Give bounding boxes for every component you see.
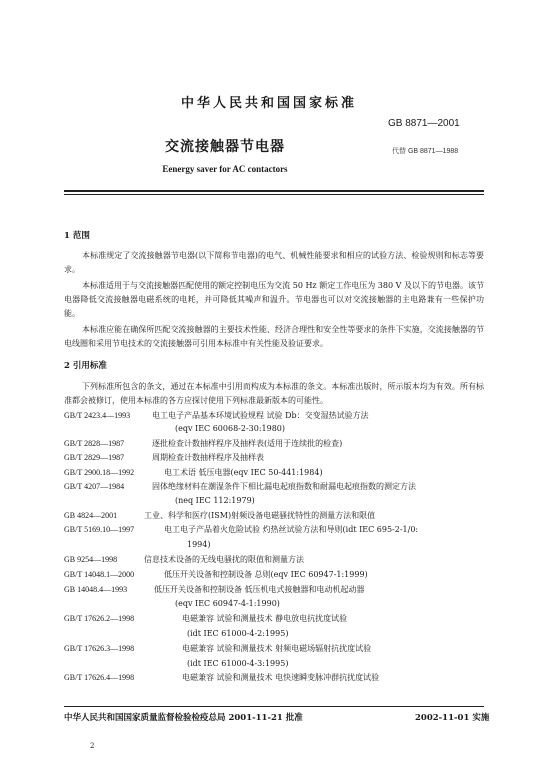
reference-entry (64, 568, 368, 582)
reference-title: 低压开关设备和控制设备 低压机电式接触器和电动机起动器 (154, 585, 365, 594)
reference-entry (64, 642, 371, 656)
reference-code: GB/T 17626.2—1998 (64, 614, 135, 623)
reference-code: GB 9254—1998 (64, 555, 118, 564)
reference-title: 低压开关设备和控制设备 总则(eqv IEC 60947-1:1999) (164, 570, 368, 579)
reference-entry (64, 480, 416, 494)
reference-title: 电工电子产品着火危险试验 灼热丝试验方法和导则(idt IEC 695-2-1/0: (164, 525, 419, 534)
reference-title: 周期检查计数抽样程序及抽样表 (152, 453, 264, 462)
reference-entry (64, 523, 418, 537)
scope-paragraph-3: 本标准应能在确保所匹配交流接触器的主要技术性能、经济合理性和安全性等要求的条件下实施，交流接触器的节电线圈和采用节电技术的交流接触器可引用本标准中有关性能及验证要求。 (64, 325, 484, 348)
reference-code: GB/T 4207—1984 (64, 482, 125, 491)
scope-paragraph-2: 本标准适用于与交流接触器匹配使用的额定控制电压为交流 50 Hz 额定工作电压为 380 V 及以下的节电器。该节电器降低交流接触器电磁系统的电耗，并可降低其噪声和温升。节电器也可以对交流接触器的主电路兼有一些保护功能。 (64, 281, 484, 318)
reference-continuation: (idt IEC 61000-4-3:1995) (187, 659, 289, 668)
reference-continuation: (idt IEC 61000-4-2:1995) (187, 629, 289, 638)
reference-continuation: (neq IEC 112:1979) (175, 496, 255, 505)
reference-title: 电工术语 低压电器(eqv IEC 50-441:1984) (164, 468, 323, 477)
reference-continuation: 1994) (187, 540, 211, 549)
reference-title: 电磁兼容 试验和测量技术 电快速瞬变脉冲群抗扰度试验 (182, 673, 380, 682)
reference-entry (64, 451, 264, 465)
reference-title: 电磁兼容 试验和测量技术 射频电磁场辐射抗扰度试验 (182, 644, 372, 653)
reference-title: 逐批检查计数抽样程序及抽样表(适用于连续批的检查) (152, 439, 343, 448)
reference-entry (64, 553, 304, 567)
reference-code: GB/T 5169.10—1997 (64, 525, 135, 534)
header-rule-thick (64, 190, 484, 192)
approval-line: 中华人民共和国国家质量监督检验检疫总局 2001-11-21 批准 (64, 713, 303, 723)
reference-code: GB/T 2900.18—1992 (64, 468, 135, 477)
implementation-date: 2002-11-01 实施 (415, 713, 490, 723)
reference-code: GB 14048.4—1993 (64, 585, 128, 594)
scope-paragraph-1: 本标准规定了交流接触器节电器(以下简称节电器)的电气、机械性能要求和相应的试验方法、检验规则和标志等要求。 (64, 251, 484, 274)
reference-code: GB/T 14048.1—2000 (64, 570, 135, 579)
reference-code: GB/T 2423.4—1993 (64, 411, 131, 420)
reference-entry (64, 466, 323, 480)
reference-entry (64, 583, 365, 597)
reference-continuation: (eqv IEC 60947-4-1:1990) (175, 599, 280, 608)
reference-title: 电工电子产品基本环境试验规程 试验 Db：交变湿热试验方法 (152, 411, 369, 420)
reference-entry (64, 509, 375, 523)
references-intro: 下列标准所包含的条文，通过在本标准中引用而构成为本标准的条文。本标准出版时，所示版本均为有效。所有标准都会被修订，使用本标准的各方应探讨使用下列标准最新版本的可能性。 (64, 382, 484, 405)
section-heading-references: 2 引用标准 (64, 361, 107, 371)
section-heading-scope: 1 范围 (64, 231, 90, 241)
replaces-note: 代替 GB 8871—1988 (392, 148, 459, 155)
reference-code: GB/T 2828—1987 (64, 439, 125, 448)
reference-title: 电磁兼容 试验和测量技术 静电放电抗扰度试验 (182, 614, 348, 623)
reference-entry (64, 409, 369, 423)
reference-continuation: (eqv IEC 60068-2-30:1980) (175, 424, 286, 433)
reference-code: GB 4824—2001 (64, 511, 118, 520)
reference-entry (64, 612, 347, 626)
english-title: Eenergy saver for AC contactors (162, 164, 288, 174)
reference-title: 信息技术设备的无线电骚扰的限值和测量方法 (144, 555, 304, 564)
reference-code: GB/T 2829—1987 (64, 453, 125, 462)
footer-rule (64, 706, 484, 707)
header-rule-thin (64, 194, 484, 195)
reference-title: 固体绝缘材料在潮湿条件下相比漏电起痕指数和耐漏电起痕指数的测定方法 (152, 482, 416, 491)
document-title: 交流接触器节电器 (165, 139, 285, 155)
reference-code: GB/T 17626.4—1998 (64, 673, 135, 682)
reference-title: 工业、科学和医疗(ISM)射频设备电磁骚扰特性的测量方法和限值 (144, 511, 376, 520)
page-number: 2 (90, 742, 95, 750)
reference-code: GB/T 17626.3—1998 (64, 644, 135, 653)
reference-entry (64, 671, 379, 685)
standard-number: GB 8871—2001 (388, 118, 460, 129)
standard-category: 中华人民共和国国家标准 (180, 96, 357, 111)
reference-entry (64, 437, 342, 451)
